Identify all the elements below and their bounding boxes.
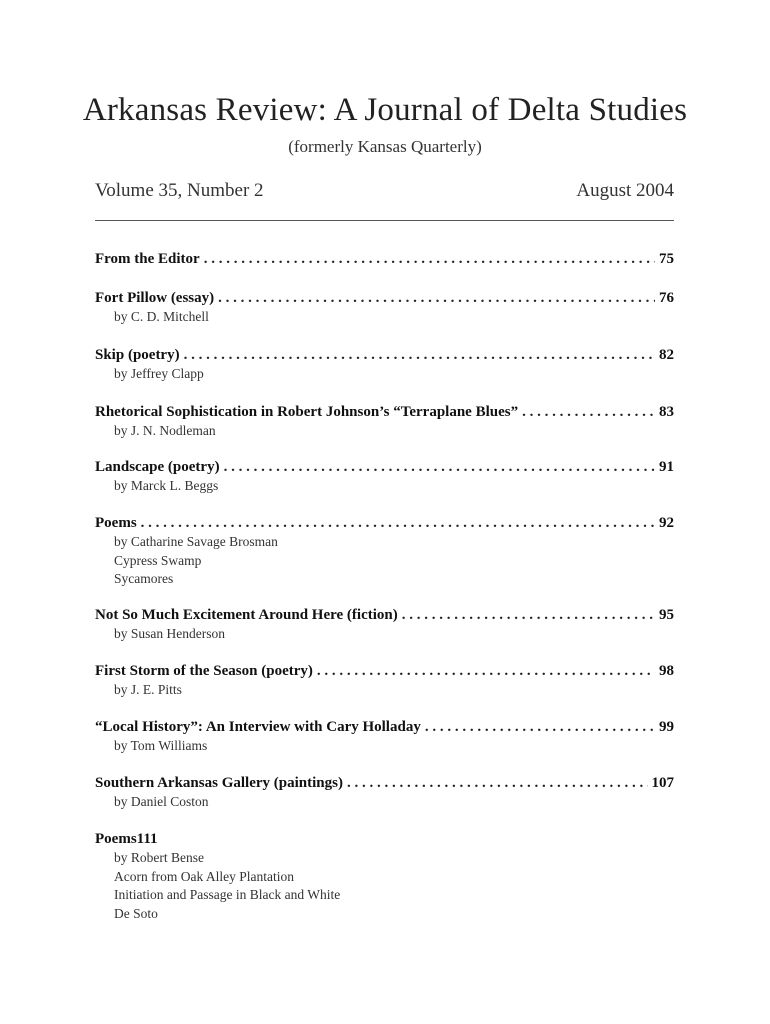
toc-entry-title: Landscape (poetry)	[95, 459, 220, 475]
toc-entry-page: 76	[659, 290, 674, 306]
toc-entry-item: Sycamores	[114, 571, 174, 586]
toc-entry-byline: by Catharine Savage Brosman	[114, 534, 278, 549]
toc-entry-line	[95, 288, 674, 308]
toc-entry-line	[95, 513, 674, 533]
toc-entry-byline: by Marck L. Beggs	[114, 478, 219, 493]
toc-entry-title: Poems111	[95, 831, 158, 847]
toc-entry-title: Southern Arkansas Gallery (paintings)	[95, 775, 343, 791]
toc-entry-page: 98	[659, 663, 674, 679]
toc-entry-byline: by J. N. Nodleman	[114, 423, 216, 438]
toc-entry	[95, 345, 674, 384]
toc-entry-item: De Soto	[114, 905, 158, 921]
toc-entry	[95, 717, 674, 756]
toc-entry-title: From the Editor	[95, 251, 200, 267]
toc-entry-byline: by Susan Henderson	[114, 626, 225, 641]
toc-entry-title: Fort Pillow (essay)	[95, 290, 215, 306]
dot-leader	[184, 345, 655, 365]
toc-entry-byline: by J. E. Pitts	[114, 682, 182, 697]
dot-leader	[141, 513, 655, 533]
toc-entry-byline: by C. D. Mitchell	[114, 309, 209, 324]
toc-entry-item: Acorn from Oak Alley Plantation	[114, 868, 294, 884]
toc-entry-page: 82	[659, 347, 674, 363]
toc-entry-item: Cypress Swamp	[114, 552, 202, 568]
toc-entry-title: Not So Much Excitement Around Here (fiction)	[95, 607, 398, 623]
toc-entry-page: 107	[651, 775, 674, 791]
toc-entry	[95, 829, 674, 923]
toc-entry-line	[95, 249, 674, 269]
toc-entry-page: 92	[659, 515, 674, 531]
header-divider	[95, 220, 674, 221]
dot-leader	[347, 773, 648, 793]
toc-entry-page: 83	[659, 404, 674, 420]
journal-subtitle: (formerly Kansas Quarterly)	[288, 137, 482, 156]
toc-entry-byline: by Tom Williams	[114, 738, 208, 753]
toc-entry-byline: by Jeffrey Clapp	[114, 366, 204, 381]
toc-entry-page: 91	[659, 459, 674, 475]
toc-entry-line	[95, 661, 674, 681]
toc-entry-line	[95, 457, 674, 477]
dot-leader	[402, 605, 655, 625]
toc-entry-item: Initiation and Passage in Black and White	[114, 887, 341, 902]
toc-entry-title: First Storm of the Season (poetry)	[95, 663, 313, 679]
toc-entry	[95, 457, 674, 496]
toc-entry-line	[95, 345, 674, 365]
dot-leader	[522, 402, 655, 422]
dot-leader	[204, 249, 655, 269]
toc-entry	[95, 288, 674, 327]
toc-entry	[95, 249, 674, 269]
toc-entry-line	[95, 402, 674, 422]
toc-entry-page: 95	[659, 607, 674, 623]
toc-entry	[95, 661, 674, 700]
toc-entry	[95, 773, 674, 812]
dot-leader	[317, 661, 655, 681]
volume-number: Volume 35, Number 2	[95, 180, 264, 201]
toc-entry-line	[95, 605, 674, 625]
toc-entry-byline: by Robert Bense	[114, 850, 204, 865]
toc-entry-title: Rhetorical Sophistication in Robert Johnson’s “Terraplane Blues”	[95, 404, 519, 420]
toc-entry-line	[95, 773, 674, 793]
toc-entry-line	[95, 717, 674, 737]
toc-entry-page: 75	[659, 251, 674, 267]
toc-entry-title: “Local History”: An Interview with Cary Holladay	[95, 719, 421, 735]
issue-date: August 2004	[576, 180, 674, 201]
toc-entry-byline: by Daniel Coston	[114, 794, 209, 809]
dot-leader	[224, 457, 655, 477]
dot-leader	[218, 288, 655, 308]
toc-entry-page: 99	[659, 719, 674, 735]
toc-entry-title: Poems	[95, 515, 137, 531]
dot-leader	[425, 717, 655, 737]
toc-entry	[95, 402, 674, 441]
toc-entry-title: Skip (poetry)	[95, 347, 180, 363]
toc-entry	[95, 513, 674, 589]
journal-title: Arkansas Review: A Journal of Delta Studies	[82, 92, 688, 128]
toc-entry	[95, 605, 674, 644]
